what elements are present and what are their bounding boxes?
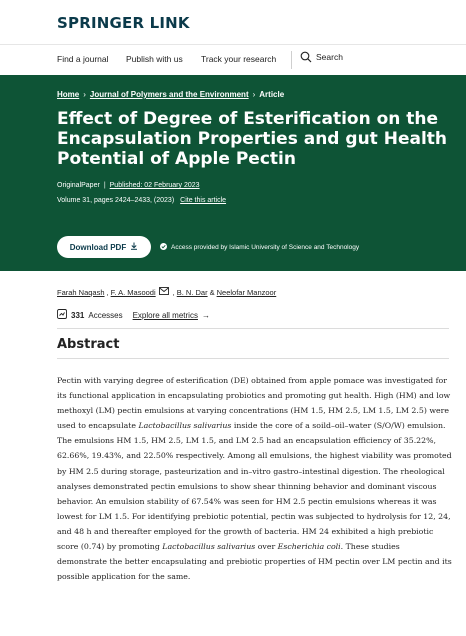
access-check-icon [160,243,167,252]
author-and: & [209,287,215,297]
abstract-body [57,373,452,584]
author-list [57,287,276,297]
search-button[interactable] [300,51,343,63]
article-title: Effect of Degree of Esterification on the Encapsulation Properties and gut Health Potential of Apple Pectin [57,109,447,169]
breadcrumb-current: Article [259,90,285,99]
author-link[interactable]: Neelofar Manzoor [216,287,277,297]
abstract-species-name: Escherichia coli [277,542,341,552]
article-meta [57,182,200,189]
article-volume-row [57,197,226,204]
section-divider [57,328,449,329]
abstract-heading: Abstract [57,337,120,352]
breadcrumb [57,90,284,99]
author-link[interactable]: F. A. Masoodi [110,287,156,297]
download-pdf-label: Download PDF [69,242,127,252]
chevron-right-icon: › [252,90,256,99]
springer-link-logo[interactable]: SPRINGER LINK [57,14,190,32]
download-icon [130,242,138,252]
author-link[interactable]: B. N. Dar [176,287,208,297]
search-label: Search [316,52,343,62]
volume-info: Volume 31, pages 2424–2433, (2023) [57,197,175,204]
nav-publish[interactable]: Publish with us [126,54,183,64]
arrow-right-icon: → [201,310,210,320]
author-separator: , [106,287,109,297]
abstract-species-name: Lactobacillus salivarius [138,421,232,431]
abstract-text-part: inside the core of a soild–oil–water (S/O/W) emulsion. The emulsions HM 1.5, HM 2.5, LM 1.5, and LM 2.5 had an encapsulation efficiency of 35.22%, 62.66%, 19.43%, and 22.50% respectively. Among all emulsions, the highest viability was promoted by HM 2.5 during storage, pasteurization and in–vitro gastro–intestinal digestion. The rheological analyses demonstrated pectin emulsions to show shear thinning behavior and dominant viscous behavior. An emulsion stability of 67.54% was seen for HM 2.5 pectin emulsions whereas it was lowest for LM 1.5. For identifying prebiotic potential, pectin was subjected to hydrolysis for 12, 24, and 48 h and thereafter employed for the growth of bacteria. HM 24 exhibited a high prebiotic score (0.74) by promoting [57,421,452,552]
access-text: Access provided by Islamic University of Science and Technology [171,244,360,251]
search-icon [300,51,312,63]
accesses-label: Accesses [88,310,123,320]
article-type: OriginalPaper [57,182,100,189]
nav-find-journal[interactable]: Find a journal [57,54,109,64]
cite-article-link[interactable]: Cite this article [180,197,227,204]
access-info [160,243,359,252]
chevron-right-icon: › [83,90,86,99]
author-separator: , [172,287,175,297]
explore-metrics-link[interactable]: Explore all metrics [132,310,198,320]
published-date[interactable]: Published: 02 February 2023 [109,182,200,189]
abstract-species-name: Lactobacillus salivarius [162,542,256,552]
breadcrumb-journal[interactable]: Journal of Polymers and the Environment [89,90,249,99]
metrics-row [57,309,210,321]
email-icon[interactable] [159,287,169,297]
breadcrumb-home[interactable]: Home [57,90,80,99]
accesses-count: 331 [71,310,85,320]
abstract-text-part: Pectin with varying degree of esterification (DE) obtained from apple pomace was investigated for its functional application in encapsulating probiotics and promoting gut health. High (HM) and low methoxyl (LM) pectin emulsions at varying concentrations (HM 1.5, HM 2.5, LM 1.5, LM 2.5) were used to encapsulate [57,376,451,431]
meta-separator: | [103,182,106,189]
abstract-text-part: over [255,542,278,552]
site-header [0,0,466,44]
article-hero [0,75,466,271]
download-pdf-button[interactable] [57,236,151,258]
abstract-text-part: . These studies demonstrate the better encapsulating and prebiotic properties of HM pectin over LM pectin and its possible application for the same. [57,542,452,582]
main-nav [0,44,466,75]
abstract-divider [57,358,449,359]
nav-divider [291,51,292,69]
accesses-icon [57,309,67,321]
author-link[interactable]: Farah Naqash [57,287,105,297]
nav-track-research[interactable]: Track your research [201,54,277,64]
